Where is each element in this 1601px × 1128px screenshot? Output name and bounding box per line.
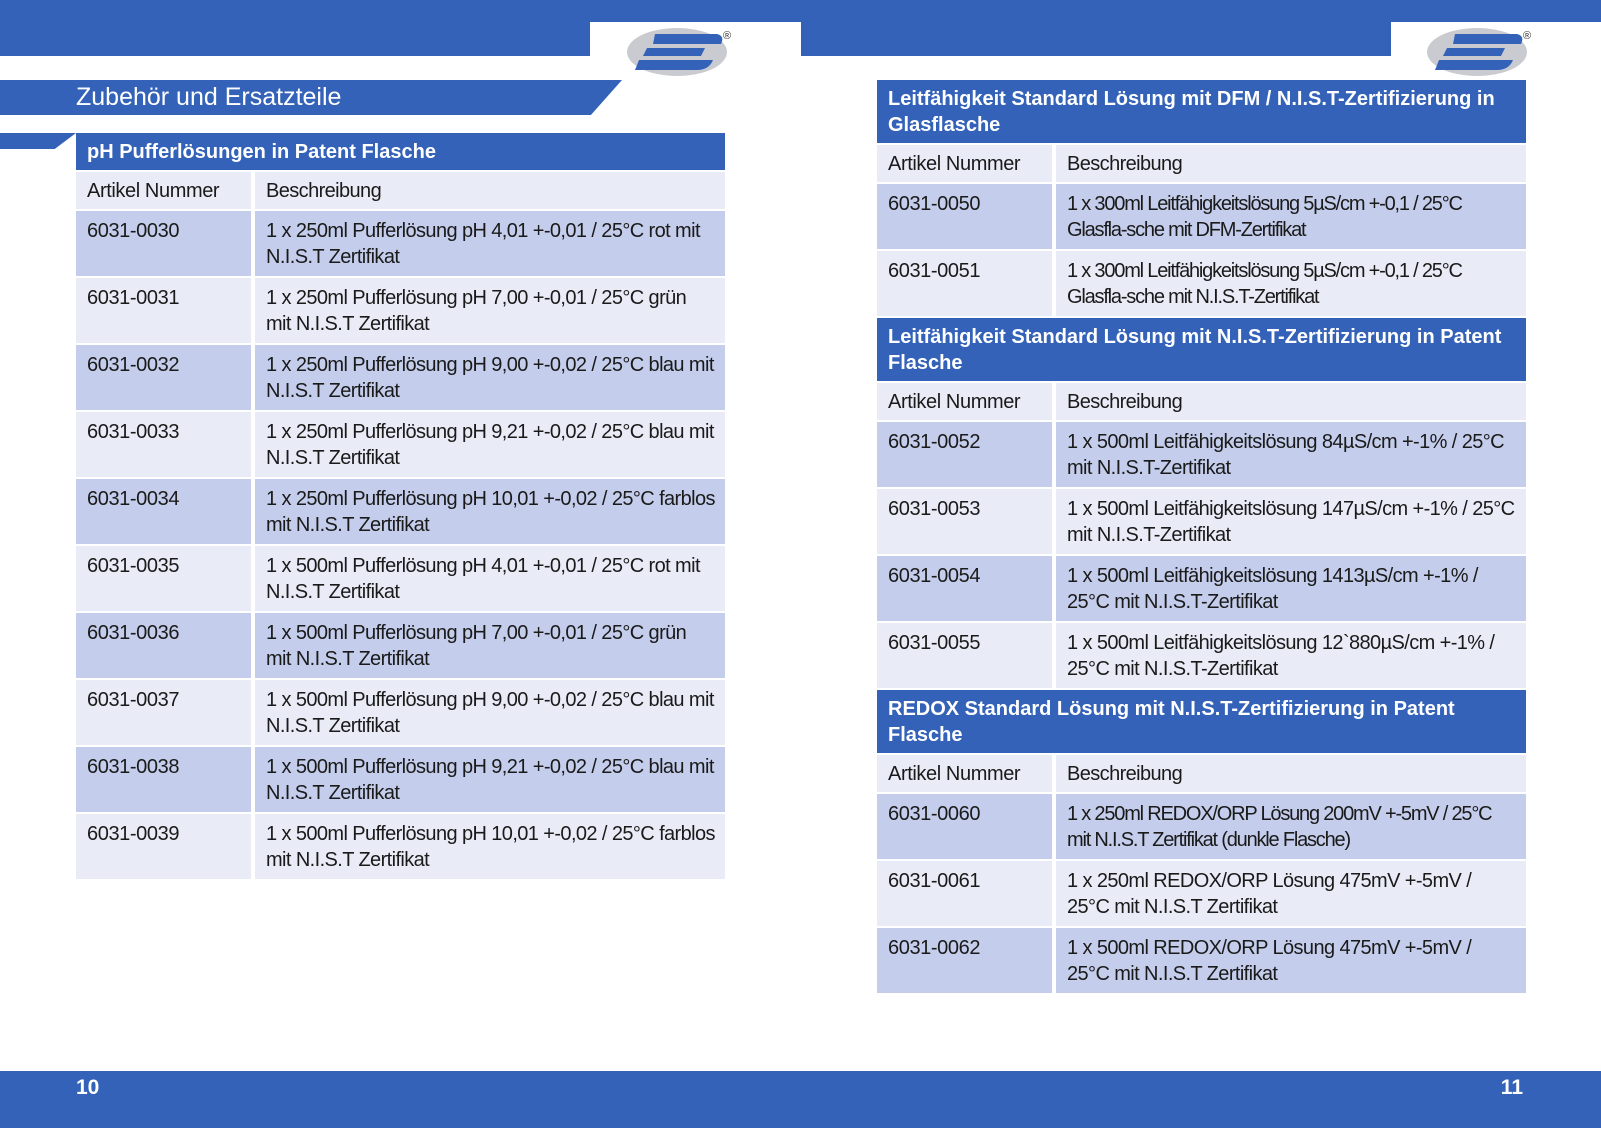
table-row xyxy=(877,422,1526,489)
table-header-row xyxy=(877,755,1526,794)
article-number: 6031-0062 xyxy=(877,928,1056,993)
table-heading: Leitfähigkeit Standard Lösung mit DFM / N.I.S.T-Zertifizierung in Glasflasche xyxy=(877,80,1526,145)
article-description: 1 x 250ml REDOX/ORP Lösung 200mV +-5mV / 25°C mit N.I.S.T Zertifikat (dunkle Flasche) xyxy=(1067,803,1492,851)
table-row xyxy=(76,278,725,345)
article-number: 6031-0054 xyxy=(877,556,1056,621)
ph-buffer-table xyxy=(76,133,725,881)
page-title: Zubehör und Ersatzteile xyxy=(76,83,342,111)
article-description: 1 x 500ml Leitfähigkeitslösung 1413µS/cm +-1% / 25°C mit N.I.S.T-Zertifikat xyxy=(1067,565,1478,613)
article-number: 6031-0052 xyxy=(877,422,1056,487)
page-number-left: 10 xyxy=(76,1076,100,1099)
article-description: 1 x 300ml Leitfähigkeitslösung 5µS/cm +-0,1 / 25°C Glasfla-sche mit N.I.S.T-Zertifikat xyxy=(1067,260,1462,308)
article-number: 6031-0034 xyxy=(76,479,255,544)
article-description: 1 x 500ml Leitfähigkeitslösung 84µS/cm +-1% / 25°C mit N.I.S.T-Zertifikat xyxy=(1067,431,1504,479)
column-header-description: Beschreibung xyxy=(266,180,382,202)
article-number: 6031-0036 xyxy=(76,613,255,678)
article-description: 1 x 500ml Pufferlösung pH 10,01 +-0,02 / 25°C farblos mit N.I.S.T Zertifikat xyxy=(266,823,715,871)
table-row xyxy=(877,556,1526,623)
top-band-right-thin xyxy=(1391,0,1601,22)
table-row xyxy=(76,747,725,814)
table-row xyxy=(877,928,1526,995)
top-band-right xyxy=(801,0,1391,56)
section-stub xyxy=(0,133,76,149)
table-row xyxy=(877,861,1526,928)
article-description: 1 x 500ml Leitfähigkeitslösung 147µS/cm +-1% / 25°C mit N.I.S.T-Zertifikat xyxy=(1067,498,1515,546)
table-row xyxy=(877,794,1526,861)
article-description: 1 x 300ml Leitfähigkeitslösung 5µS/cm +-0,1 / 25°C Glasfla-sche mit DFM-Zertifikat xyxy=(1067,193,1462,241)
table-row xyxy=(877,251,1526,318)
table-row xyxy=(76,680,725,747)
article-number: 6031-0053 xyxy=(877,489,1056,554)
table-header-row xyxy=(877,383,1526,422)
article-description: 1 x 500ml Pufferlösung pH 9,00 +-0,02 / 25°C blau mit N.I.S.T Zertifikat xyxy=(266,689,714,737)
footer-band xyxy=(0,1071,1601,1128)
article-number: 6031-0050 xyxy=(877,184,1056,249)
column-header-description: Beschreibung xyxy=(1067,763,1183,785)
registered-mark: ® xyxy=(723,30,732,42)
column-header-description: Beschreibung xyxy=(1067,153,1183,175)
article-description: 1 x 500ml Leitfähigkeitslösung 12`880µS/cm +-1% / 25°C mit N.I.S.T-Zertifikat xyxy=(1067,632,1495,680)
table-heading: pH Pufferlösungen in Patent Flasche xyxy=(76,133,725,172)
table-header-row xyxy=(877,145,1526,184)
article-description: 1 x 500ml Pufferlösung pH 7,00 +-0,01 / 25°C grün mit N.I.S.T Zertifikat xyxy=(266,622,687,670)
article-description: 1 x 250ml Pufferlösung pH 9,00 +-0,02 / 25°C blau mit N.I.S.T Zertifikat xyxy=(266,354,714,402)
column-header-article: Artikel Nummer xyxy=(877,755,1056,792)
article-number: 6031-0039 xyxy=(76,814,255,879)
article-number: 6031-0031 xyxy=(76,278,255,343)
column-header-article: Artikel Nummer xyxy=(877,383,1056,420)
column-header-article: Artikel Nummer xyxy=(877,145,1056,182)
column-header-description: Beschreibung xyxy=(1067,391,1183,413)
table-row xyxy=(877,489,1526,556)
article-number: 6031-0055 xyxy=(877,623,1056,688)
article-number: 6031-0032 xyxy=(76,345,255,410)
table-row xyxy=(76,479,725,546)
top-band-left-thin xyxy=(590,0,801,22)
table-row xyxy=(76,412,725,479)
article-number: 6031-0060 xyxy=(877,794,1056,859)
brand-logo-icon xyxy=(1425,22,1537,78)
table-heading: REDOX Standard Lösung mit N.I.S.T-Zertifizierung in Patent Flasche xyxy=(877,690,1526,755)
article-number: 6031-0061 xyxy=(877,861,1056,926)
table-header-row xyxy=(76,172,725,211)
article-description: 1 x 250ml Pufferlösung pH 9,21 +-0,02 / 25°C blau mit N.I.S.T Zertifikat xyxy=(266,421,714,469)
brand-logo-icon xyxy=(625,22,737,78)
article-description: 1 x 500ml Pufferlösung pH 4,01 +-0,01 / 25°C rot mit N.I.S.T Zertifikat xyxy=(266,555,700,603)
article-description: 1 x 250ml Pufferlösung pH 4,01 +-0,01 / 25°C rot mit N.I.S.T Zertifikat xyxy=(266,220,700,268)
article-description: 1 x 500ml Pufferlösung pH 9,21 +-0,02 / 25°C blau mit N.I.S.T Zertifikat xyxy=(266,756,714,804)
table-row xyxy=(76,613,725,680)
article-description: 1 x 250ml Pufferlösung pH 10,01 +-0,02 / 25°C farblos mit N.I.S.T Zertifikat xyxy=(266,488,715,536)
article-number: 6031-0035 xyxy=(76,546,255,611)
article-description: 1 x 250ml REDOX/ORP Lösung 475mV +-5mV / 25°C mit N.I.S.T Zertifikat xyxy=(1067,870,1472,918)
article-number: 6031-0033 xyxy=(76,412,255,477)
standard-solutions-table xyxy=(877,80,1526,995)
table-row xyxy=(76,211,725,278)
article-number: 6031-0038 xyxy=(76,747,255,812)
table-row xyxy=(76,546,725,613)
article-number: 6031-0051 xyxy=(877,251,1056,316)
table-row xyxy=(877,623,1526,690)
table-heading: Leitfähigkeit Standard Lösung mit N.I.S.T-Zertifizierung in Patent Flasche xyxy=(877,318,1526,383)
article-number: 6031-0030 xyxy=(76,211,255,276)
article-description: 1 x 500ml REDOX/ORP Lösung 475mV +-5mV / 25°C mit N.I.S.T Zertifikat xyxy=(1067,937,1472,985)
article-description: 1 x 250ml Pufferlösung pH 7,00 +-0,01 / 25°C grün mit N.I.S.T Zertifikat xyxy=(266,287,687,335)
table-row xyxy=(76,345,725,412)
column-header-article: Artikel Nummer xyxy=(76,172,255,209)
table-row xyxy=(877,184,1526,251)
article-number: 6031-0037 xyxy=(76,680,255,745)
top-band-left xyxy=(0,0,590,56)
page-number-right: 11 xyxy=(1500,1076,1523,1099)
table-row xyxy=(76,814,725,881)
registered-mark: ® xyxy=(1523,30,1532,42)
